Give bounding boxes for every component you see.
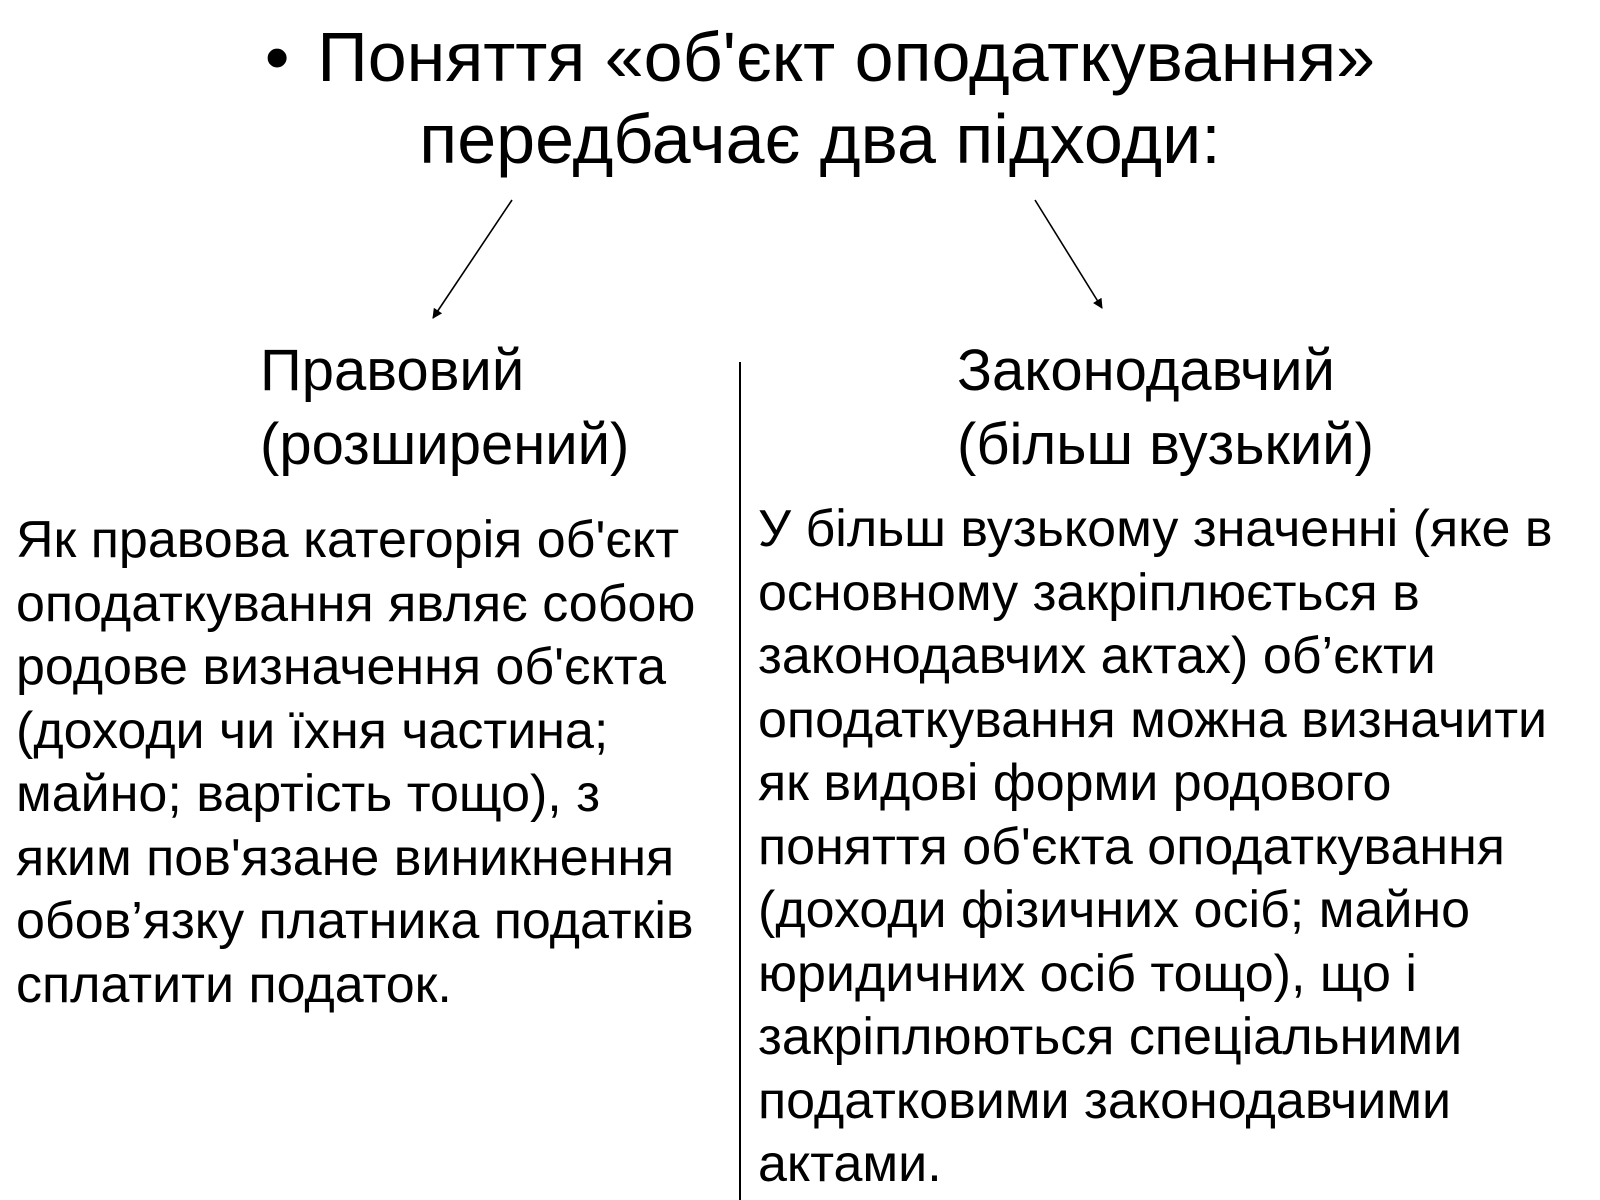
left-text-line: оподаткування являє собою (16, 574, 696, 633)
left-text-line: родове визначення об'єкта (16, 638, 667, 696)
right-text-line: основному закріплюється в (758, 563, 1420, 622)
arrow-right-icon (1035, 200, 1102, 308)
left-text-line: (доходи чи їхня частина; (16, 701, 609, 760)
left-column-text (16, 509, 731, 1017)
left-text-line: Як правова категорія об'єкт (16, 511, 680, 569)
right-text-line: оподаткування можна визначити (758, 690, 1548, 749)
right-text-line: У більш вузькому значенні (яке в (758, 500, 1553, 558)
left-heading-line-1: Правовий (260, 338, 525, 403)
right-text-line: законодавчих актах) об’єкти (758, 627, 1436, 685)
right-text-line: поняття об'єкта оподаткування (758, 817, 1505, 876)
left-text-line: обов’язку платника податків (16, 892, 694, 950)
left-heading-line-2: (розширений) (260, 412, 630, 477)
right-column-text (758, 498, 1588, 1197)
title-line-2: передбачає два підходи: (419, 100, 1221, 178)
bullet-icon: • (264, 18, 290, 96)
right-text-line: як видові форми родового (758, 754, 1392, 812)
arrow-left-icon (433, 200, 512, 318)
right-heading-line-2: (більш вузький) (957, 412, 1374, 477)
left-text-line: сплатити податок. (16, 955, 452, 1014)
right-text-line: юридичних осіб тощо), що і (758, 944, 1417, 1003)
title-line-1-text: Поняття «об'єкт оподаткування» (317, 18, 1376, 96)
left-text-line: яким пов'язане виникнення (16, 828, 675, 887)
right-text-line: закріплюються спеціальними (758, 1008, 1463, 1066)
right-heading-line-1: Законодавчий (957, 338, 1335, 403)
left-column-heading (260, 334, 629, 482)
left-text-line: майно; вартість тощо), з (16, 765, 601, 823)
column-divider (739, 362, 741, 1200)
right-column-heading (957, 334, 1374, 482)
right-text-line: податковими законодавчими (758, 1071, 1452, 1130)
title-line-1 (40, 16, 1600, 98)
slide-title (0, 16, 1600, 180)
right-text-line: (доходи фізичних осіб; майно (758, 881, 1471, 939)
right-text-line: актами. (758, 1135, 942, 1193)
